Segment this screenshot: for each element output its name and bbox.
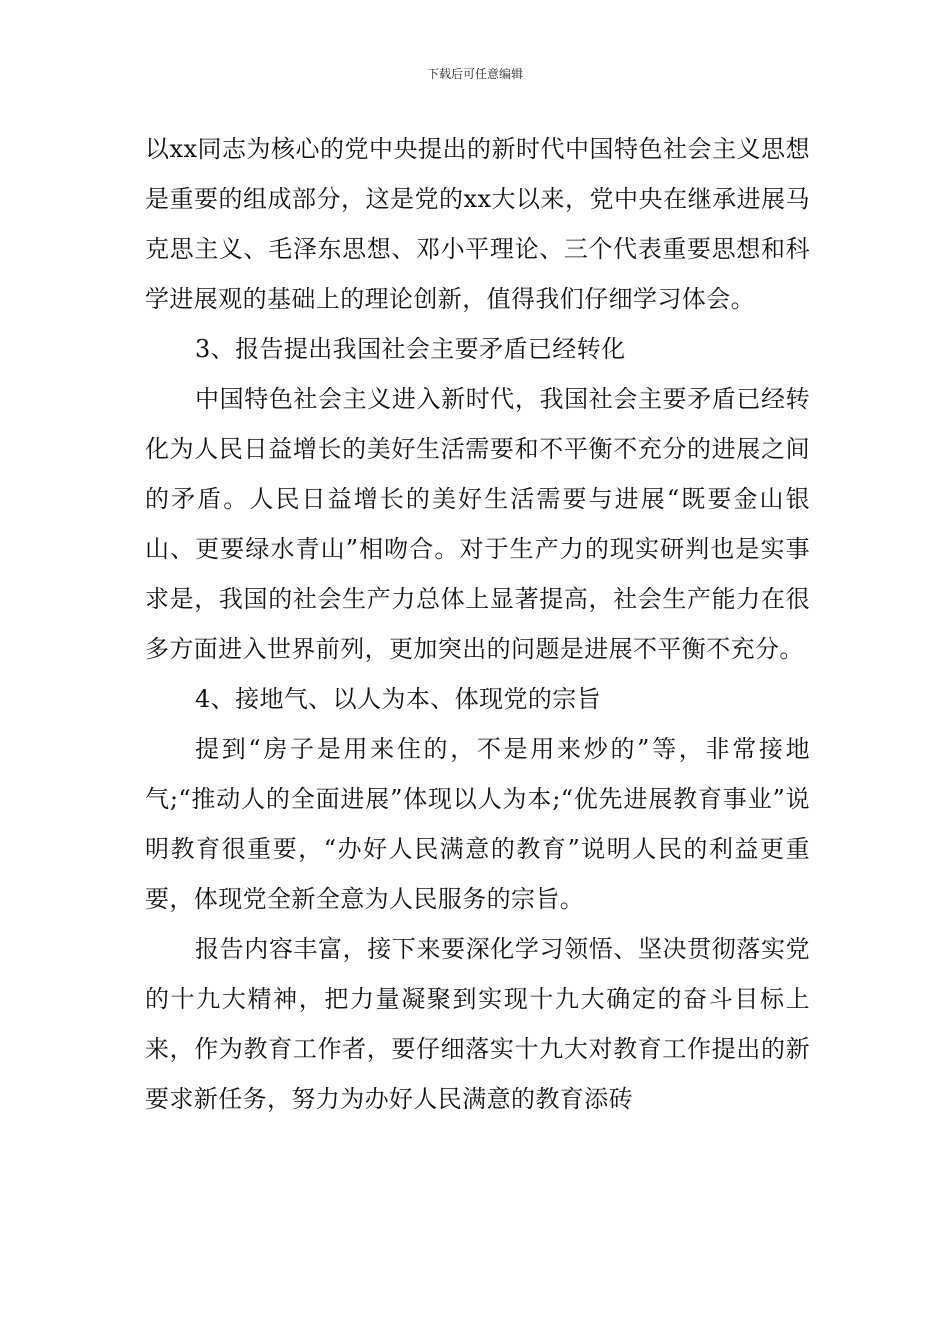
document-body [145,124,810,1124]
paragraph-main-contradiction: 中国特色社会主义进入新时代，我国社会主要矛盾已经转化为人民日益增长的美好生活需要和不平衡不充分的进展之间的矛盾。人民日益增长的美好生活需要与进展“既要金山银山、更要绿水青山”相吻合。对于生产力的现实研判也是实事求是，我国的社会生产力总体上显著提高，社会生产能力在很多方面进入世界前列，更加突出的问题是进展不平衡不充分。 [145,385,810,663]
section-heading-4: 4、接地气、以人为本、体现党的宗旨 [195,685,602,713]
page-header: 下载后可任意编辑 [426,67,523,81]
section-heading-3: 3、报告提出我国社会主要矛盾已经转化 [195,335,626,363]
paragraph-people-centered: 提到“房子是用来住的，不是用来炒的”等，非常接地气;“推动人的全面进展”体现以人为本;“优先进展教育事业”说明教育很重要，“办好人民满意的教育”说明人民的利益更重要，体现党全新全意为人民服务的宗旨。 [145,735,810,913]
paragraph-intro-continuation: 以xx同志为核心的党中央提出的新时代中国特色社会主义思想是重要的组成部分，这是党的xx大以来，党中央在继承进展马克思主义、毛泽东思想、邓小平理论、三个代表重要思想和科学进展观的基础上的理论创新，值得我们仔细学习体会。 [145,135,810,313]
paragraph-conclusion: 报告内容丰富，接下来要深化学习领悟、坚决贯彻落实党的十九大精神，把力量凝聚到实现十九大确定的奋斗目标上来，作为教育工作者，要仔细落实十九大对教育工作提出的新要求新任务，努力为办好人民满意的教育添砖 [145,935,810,1113]
